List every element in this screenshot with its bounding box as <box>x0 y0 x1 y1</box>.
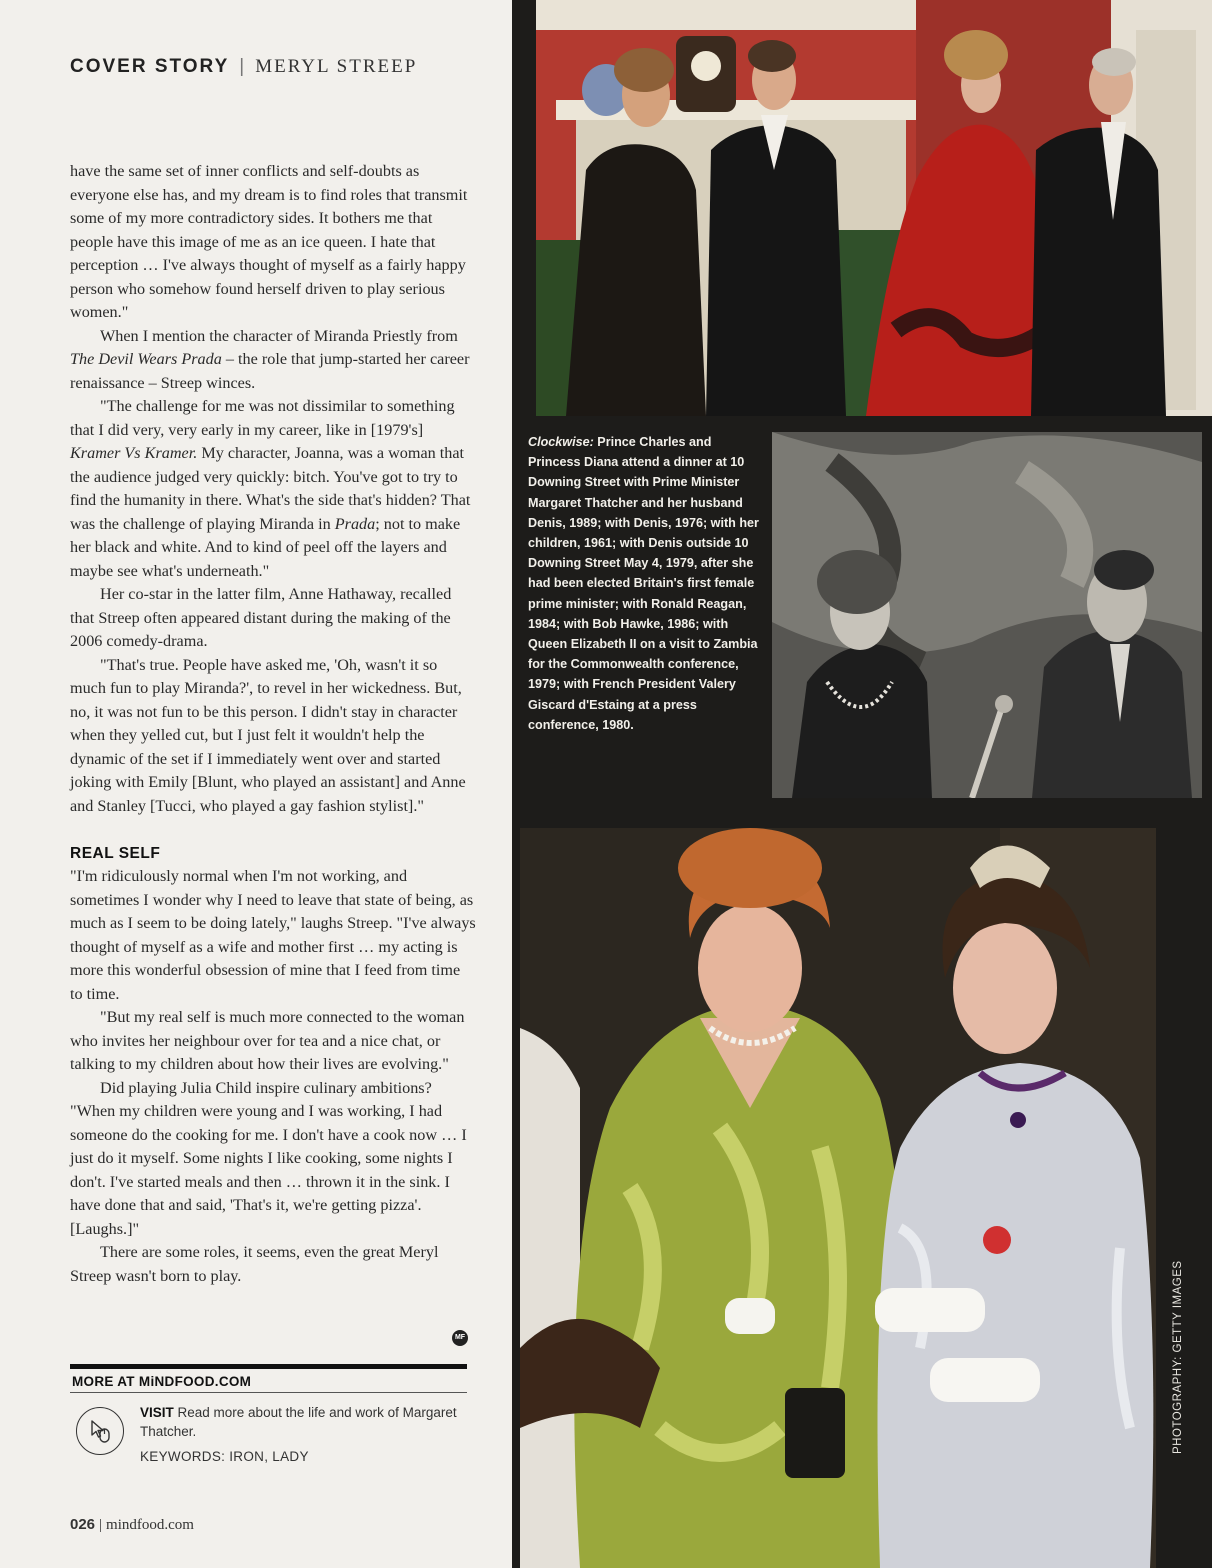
photo-state-dinner <box>536 0 1212 416</box>
visit-text <box>140 1403 460 1441</box>
article-column <box>0 0 512 1568</box>
mouse-click-icon <box>76 1407 124 1455</box>
paragraph: There are some roles, it seems, even the great Meryl Streep wasn't born to play. <box>70 1243 439 1285</box>
film-title: Prada <box>334 514 376 533</box>
footer-site: mindfood.com <box>106 1517 194 1533</box>
photo-credit: PHOTOGRAPHY: GETTY IMAGES <box>1172 1260 1184 1454</box>
paragraph: "But my real self is much more connected to the woman who invites her neighbour over for tea and a nice chat, or talking to my children about how their lives are evolving." <box>70 1008 465 1073</box>
subject-name: MERYL STREEP <box>255 56 418 77</box>
photo-caption <box>528 432 764 735</box>
photo-press-conference <box>772 432 1202 798</box>
more-info-box <box>70 1364 467 1473</box>
section-label: COVER STORY <box>70 56 230 77</box>
film-title: Kramer Vs Kramer. <box>70 444 198 462</box>
visit-label: VISIT <box>140 1405 174 1420</box>
article-body <box>70 160 476 1288</box>
paragraph: When I mention the character of Miranda Priestly from The Devil Wears Prada – the role that jump-started her career renaissance – Streep winces. <box>70 326 470 392</box>
more-title: MORE AT MiNDFOOD.COM <box>70 1369 467 1393</box>
visit-description[interactable]: Read more about the life and work of Margaret Thatcher. <box>140 1405 457 1439</box>
paragraph: have the same set of inner conflicts and self-doubts as everyone else has, and my dream is to find roles that transmit some of my more contradictory sides. It bothers me that people have this image of me as an ice queen. I hate that perception … I've always thought of myself as a fairly happy person who somehow found herself driven to play serious women." <box>70 162 468 321</box>
paragraph: "That's true. People have asked me, 'Oh, wasn't it so much fun to play Miranda?', to revel in her wickedness. But, no, it was not fun to be this person. I didn't stay in character when they yelled cut, but I just felt it wouldn't help the dynamic of the set if I immediately went over and started joking with Emily [Blunt, who played an assistant] and Anne and Stanley [Tucci, who played a gay fashion stylist]." <box>70 655 466 815</box>
keywords: KEYWORDS: IRON, LADY <box>140 1449 309 1464</box>
film-title: The Devil Wears Prada <box>70 350 222 368</box>
caption-lead: Clockwise: <box>528 435 594 449</box>
page-number: 026 <box>70 1516 96 1533</box>
paragraph: Her co-star in the latter film, Anne Hathaway, recalled that Streep often appeared distant during the making of the 2006 comedy-drama. <box>70 585 452 650</box>
subheading: REAL SELF <box>70 845 161 862</box>
paragraph: "I'm ridiculously normal when I'm not working, and sometimes I wonder why I need to leave that state of being, as much as I seem to be doing lately," laughs Streep. "I've always thought of myself as a wife and mother first … my acting is more this wonderful obsession of mine that I feed from time to time. <box>70 867 476 1003</box>
header-separator: | <box>239 56 246 77</box>
photo-with-queen <box>520 828 1156 1568</box>
end-mark-icon: MF <box>452 1330 468 1346</box>
footer-separator: | <box>99 1517 103 1533</box>
section-header <box>70 56 417 78</box>
visit-row <box>70 1393 467 1473</box>
page-footer <box>70 1516 194 1534</box>
paragraph: Did playing Julia Child inspire culinary ambitions? "When my children were young and I was working, I had someone do the cooking for me. I don't have a cook now … I just do it myself. Some nights I like cooking, some nights I don't. I've started meals and then … thrown it in the sink. I have done that and said, 'That's it, we're getting pizza'. [Laughs.]" <box>70 1078 467 1238</box>
paragraph: "The challenge for me was not dissimilar to something that I did very, very early in my career, like in [1979's] Kramer Vs Kramer. My character, Joanna, was a woman that the audience judged very quickly: bitch. You've got to try to find the humanity in there. What's the side that's hidden? That was the challenge of playing Miranda in Prada; not to make her black and white. And to kind of peel off the layers and maybe see what's underneath." <box>70 397 471 580</box>
caption-text: Prince Charles and Princess Diana attend a dinner at 10 Downing Street with Prime Minister Margaret Thatcher and her husband Denis, 1989; with Denis, 1976; with her children, 1961; with Denis outside 10 Downing Street May 4, 1979, after she had been elected Britain's first female prime minister; with Ronald Reagan, 1984; with Bob Hawke, 1986; with Queen Elizabeth II on a visit to Zambia for the Commonwealth conference, 1979; with French President Valery Giscard d'Estaing at a press conference, 1980. <box>528 435 759 732</box>
